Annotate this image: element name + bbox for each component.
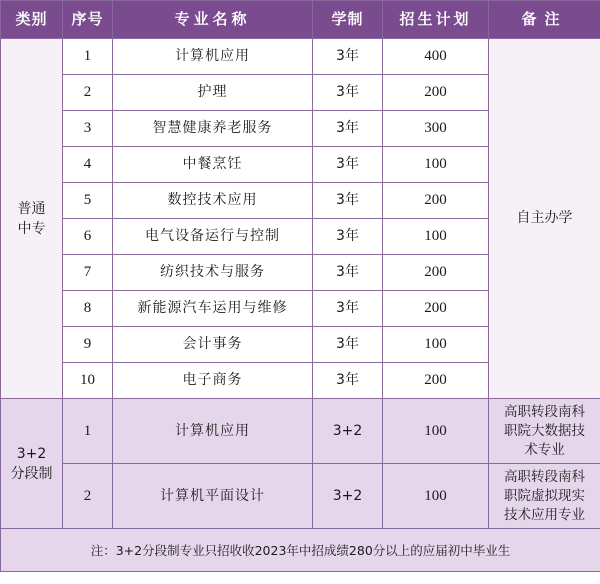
category-line: 普通 <box>17 200 46 217</box>
major-name: 中餐烹饪 <box>113 147 313 183</box>
duration: 3+2 <box>313 464 383 529</box>
footnote: 注：3+2分段制专业只招收收2023年中招成绩280分以上的应届初中毕业生 <box>1 529 600 572</box>
table-row <box>1 399 600 464</box>
major-name: 计算机应用 <box>113 399 313 464</box>
table-row <box>1 39 600 75</box>
category-line: 3+2 <box>16 445 47 462</box>
major-name: 计算机应用 <box>113 39 313 75</box>
remarks-line: 技术应用专业 <box>504 506 585 523</box>
enrollment-plan: 300 <box>383 111 489 147</box>
remarks-line: 术专业 <box>524 441 565 458</box>
duration: 3年 <box>313 255 383 291</box>
category-general <box>1 39 63 399</box>
row-number: 2 <box>63 75 113 111</box>
duration: 3年 <box>313 39 383 75</box>
row-number: 5 <box>63 183 113 219</box>
category-joint <box>1 399 63 529</box>
row-number: 1 <box>63 399 113 464</box>
row-number: 2 <box>63 464 113 529</box>
remarks-line: 高职转段南科 <box>504 468 585 485</box>
duration: 3+2 <box>313 399 383 464</box>
header-remarks: 备注 <box>489 1 600 39</box>
header-category: 类别 <box>1 1 63 39</box>
footnote-row <box>1 529 600 572</box>
enrollment-plan: 200 <box>383 183 489 219</box>
major-name: 新能源汽车运用与维修 <box>113 291 313 327</box>
remarks-joint <box>489 464 600 529</box>
duration: 3年 <box>313 327 383 363</box>
row-number: 6 <box>63 219 113 255</box>
category-joint-label <box>11 444 53 484</box>
major-name: 电气设备运行与控制 <box>113 219 313 255</box>
joint-section <box>1 399 600 529</box>
table-row <box>1 464 600 529</box>
category-line: 中专 <box>17 220 46 237</box>
enrollment-plan: 100 <box>383 147 489 183</box>
duration: 3年 <box>313 363 383 399</box>
duration: 3年 <box>313 75 383 111</box>
remarks-joint <box>489 399 600 464</box>
header-number: 序号 <box>63 1 113 39</box>
general-section <box>1 39 600 399</box>
major-name: 会计事务 <box>113 327 313 363</box>
remarks-line: 职院虚拟现实 <box>504 487 585 504</box>
duration: 3年 <box>313 183 383 219</box>
remarks-line: 职院大数据技 <box>504 422 585 439</box>
enrollment-plan: 100 <box>383 219 489 255</box>
enrollment-plan: 200 <box>383 255 489 291</box>
duration: 3年 <box>313 291 383 327</box>
enrollment-plan: 100 <box>383 464 489 529</box>
major-name: 纺织技术与服务 <box>113 255 313 291</box>
header-major: 专业名称 <box>113 1 313 39</box>
category-line: 分段制 <box>10 465 53 482</box>
category-general-label <box>18 199 46 239</box>
major-name: 数控技术应用 <box>113 183 313 219</box>
row-number: 7 <box>63 255 113 291</box>
enrollment-plan: 200 <box>383 291 489 327</box>
major-name: 智慧健康养老服务 <box>113 111 313 147</box>
remarks-general: 自主办学 <box>489 39 600 399</box>
enrollment-plan: 400 <box>383 39 489 75</box>
remarks-line: 高职转段南科 <box>504 403 585 420</box>
major-name: 护理 <box>113 75 313 111</box>
major-name: 电子商务 <box>113 363 313 399</box>
row-number: 3 <box>63 111 113 147</box>
major-name: 计算机平面设计 <box>113 464 313 529</box>
duration: 3年 <box>313 111 383 147</box>
header-plan: 招生计划 <box>383 1 489 39</box>
row-number: 9 <box>63 327 113 363</box>
enrollment-plan: 200 <box>383 75 489 111</box>
header-duration: 学制 <box>313 1 383 39</box>
enrollment-plan: 100 <box>383 327 489 363</box>
row-number: 4 <box>63 147 113 183</box>
enrollment-plan: 100 <box>383 399 489 464</box>
row-number: 10 <box>63 363 113 399</box>
row-number: 8 <box>63 291 113 327</box>
header-row <box>1 1 600 39</box>
duration: 3年 <box>313 147 383 183</box>
enrollment-plan: 200 <box>383 363 489 399</box>
duration: 3年 <box>313 219 383 255</box>
row-number: 1 <box>63 39 113 75</box>
